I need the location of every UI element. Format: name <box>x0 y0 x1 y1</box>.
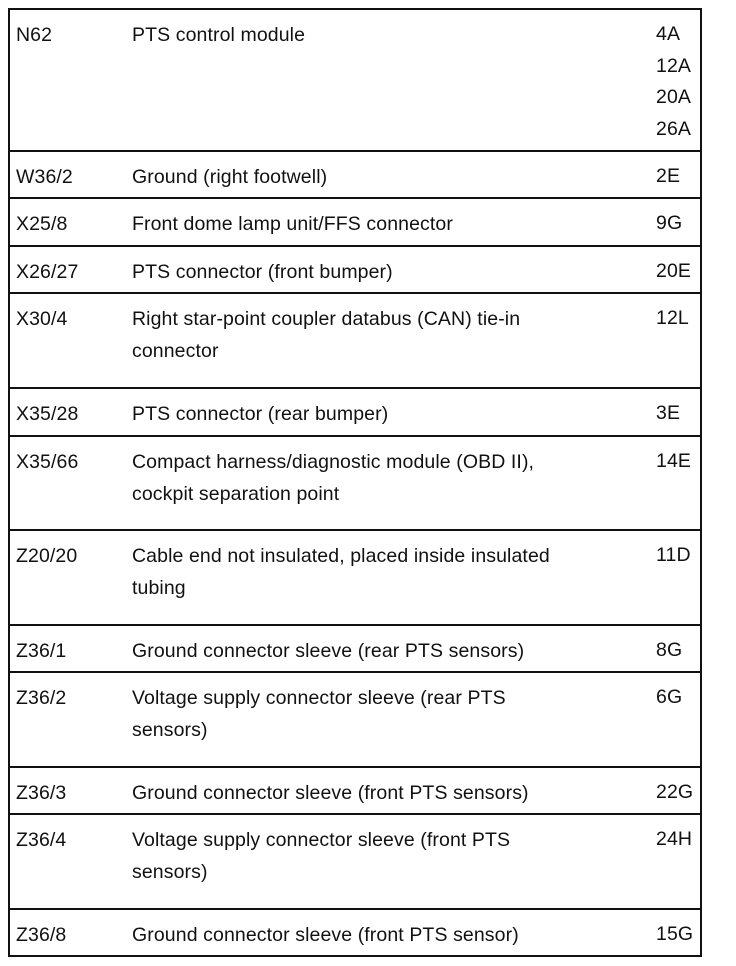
table-row <box>10 294 700 389</box>
component-location-table <box>8 8 702 957</box>
table-row <box>10 673 700 768</box>
grid-location: 15G <box>656 923 694 945</box>
grid-location: 11D <box>656 544 691 566</box>
component-description: Front dome lamp unit/FFS connector <box>132 213 453 235</box>
table-row <box>10 247 700 294</box>
component-code: X35/28 <box>16 403 79 425</box>
component-code: X25/8 <box>16 213 68 235</box>
component-description: Cable end not insulated, placed inside insulated tubing <box>132 545 550 599</box>
component-description: Voltage supply connector sleeve (rear PTS sensors) <box>132 687 506 741</box>
grid-location: 8G <box>656 639 683 661</box>
component-code: W36/2 <box>16 166 73 188</box>
table-row <box>10 199 700 247</box>
grid-location: 4A 12A 20A 26A <box>656 23 691 140</box>
grid-location: 20E <box>656 260 691 282</box>
table-row <box>10 626 700 673</box>
component-code: Z36/8 <box>16 924 67 946</box>
component-code: Z36/2 <box>16 687 67 709</box>
component-code: X30/4 <box>16 308 68 330</box>
component-description: PTS connector (front bumper) <box>132 261 393 283</box>
component-description: Ground connector sleeve (front PTS sensors) <box>132 782 529 804</box>
grid-location: 2E <box>656 165 681 187</box>
table-row <box>10 768 700 815</box>
component-code: X26/27 <box>16 261 79 283</box>
component-description: Right star-point coupler databus (CAN) tie-in connector <box>132 308 521 362</box>
table-row <box>10 437 700 531</box>
grid-location: 9G <box>656 212 683 234</box>
grid-location: 24H <box>656 828 693 850</box>
grid-location: 12L <box>656 307 689 329</box>
component-description: Voltage supply connector sleeve (front PTS sensors) <box>132 829 511 883</box>
component-code: Z20/20 <box>16 545 78 567</box>
component-code: Z36/1 <box>16 640 67 662</box>
table-row <box>10 389 700 437</box>
table-row <box>10 815 700 910</box>
component-code: X35/66 <box>16 451 79 473</box>
table-row <box>10 10 700 152</box>
component-description: Ground connector sleeve (rear PTS sensors) <box>132 640 525 662</box>
component-description: Ground connector sleeve (front PTS sensor) <box>132 924 519 946</box>
table-row <box>10 531 700 626</box>
component-code: N62 <box>16 24 53 46</box>
grid-location: 6G <box>656 686 683 708</box>
component-description: PTS connector (rear bumper) <box>132 403 389 425</box>
grid-location: 22G <box>656 781 694 803</box>
table-row <box>10 152 700 199</box>
component-description: PTS control module <box>132 24 306 46</box>
component-description: Compact harness/diagnostic module (OBD II), cockpit separation point <box>132 451 535 505</box>
component-description: Ground (right footwell) <box>132 166 328 188</box>
component-code: Z36/3 <box>16 782 67 804</box>
component-code: Z36/4 <box>16 829 67 851</box>
grid-location: 14E <box>656 450 691 472</box>
table-row <box>10 910 700 957</box>
grid-location: 3E <box>656 402 681 424</box>
